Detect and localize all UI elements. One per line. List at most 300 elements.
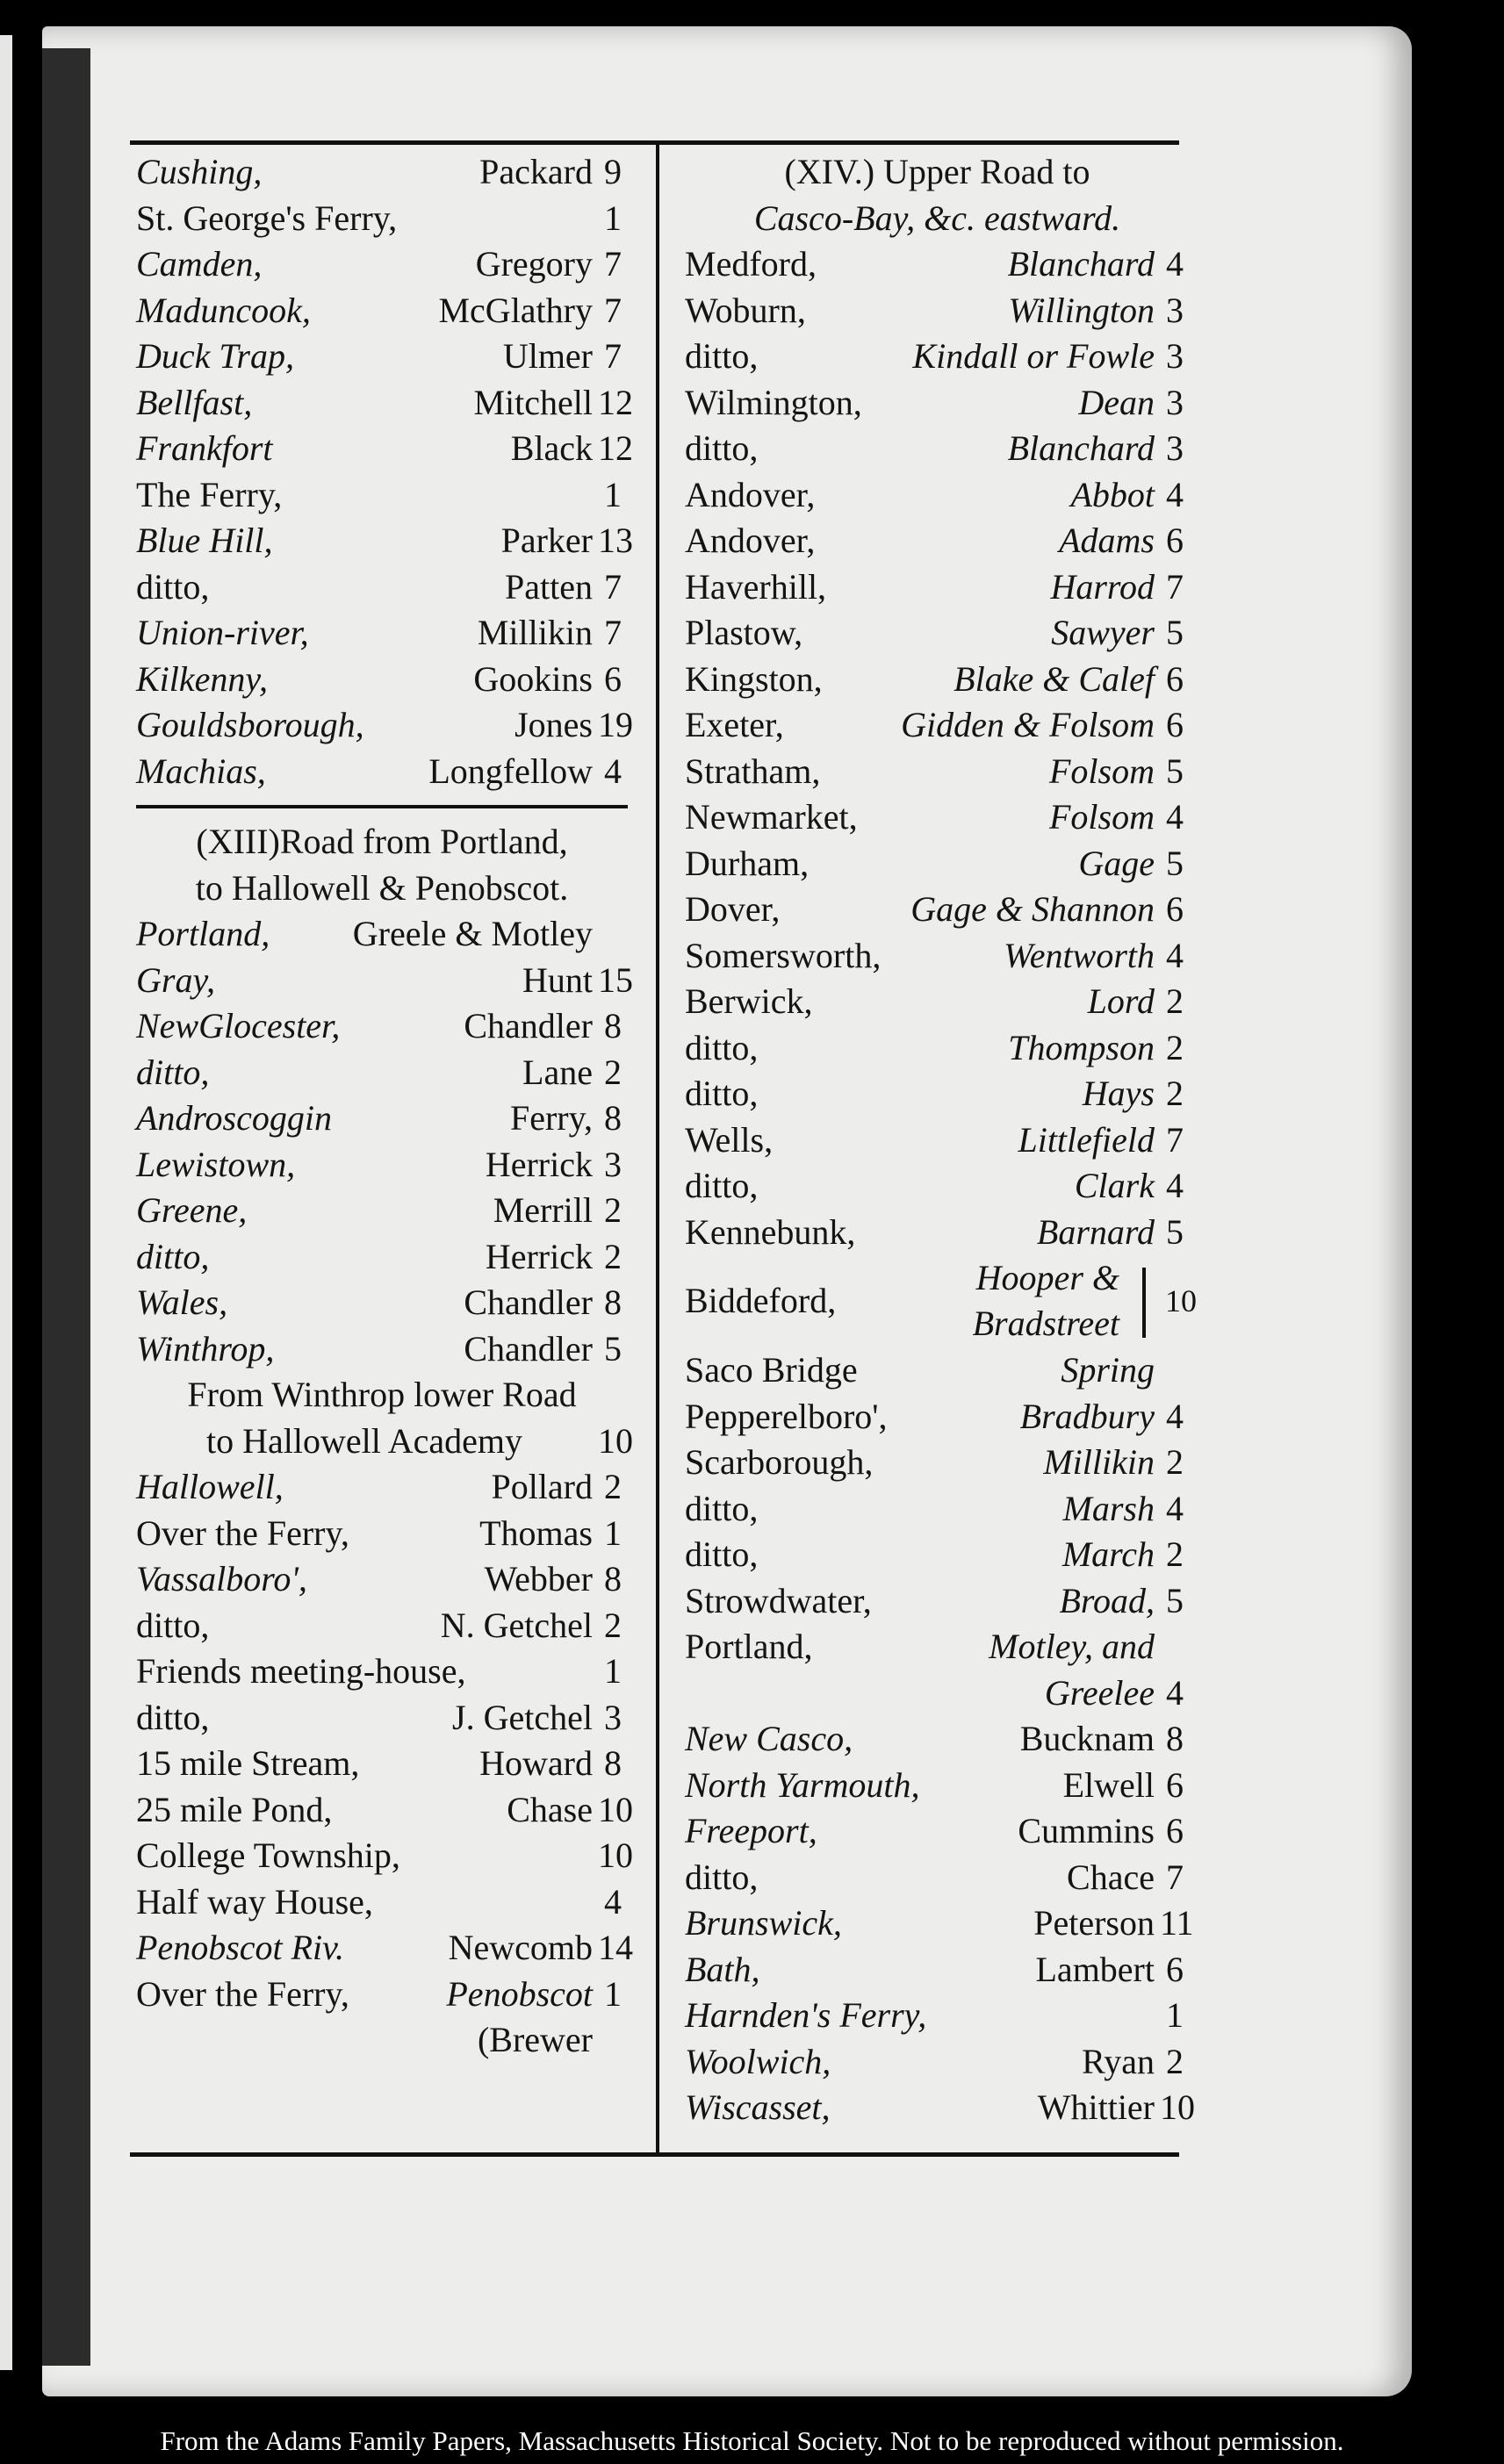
- innkeeper-name: Parker: [500, 521, 593, 560]
- route-entry: [136, 380, 633, 427]
- miles-value: 2: [1166, 1027, 1184, 1067]
- route-entry: [685, 749, 1190, 795]
- route-entry: [136, 1649, 628, 1695]
- route-entry: [685, 702, 1190, 749]
- place-name: Berwick,: [685, 981, 813, 1021]
- place-name: Frankfort: [136, 428, 273, 468]
- miles-value: 7: [604, 566, 622, 607]
- route-entry: [685, 1071, 1190, 1117]
- innkeeper-name: Millikin: [1043, 1442, 1155, 1482]
- place-name: College Township,: [136, 1835, 400, 1875]
- place-name: Harnden's Ferry,: [685, 1995, 927, 2035]
- column-divider: [656, 142, 659, 2154]
- place-name: ditto,: [685, 336, 759, 376]
- miles-value: 5: [1166, 843, 1184, 883]
- route-entry: [136, 1464, 628, 1511]
- miles-value: 4: [1166, 797, 1184, 837]
- miles-value: 10: [1165, 1283, 1197, 1318]
- place-name: Hallowell,: [136, 1467, 284, 1506]
- miles-value: 4: [1166, 474, 1184, 514]
- miles-value: 6: [604, 658, 622, 699]
- route-entry: [685, 1486, 1190, 1533]
- place-name: ditto,: [685, 1166, 759, 1205]
- route-entry: [685, 1440, 1190, 1486]
- route-entry: [685, 472, 1190, 519]
- miles-value: 8: [604, 1006, 622, 1045]
- route-entry: [136, 911, 628, 958]
- section-divider: [136, 794, 628, 819]
- place-name: Dover,: [685, 889, 781, 929]
- place-name: Half way House,: [136, 1881, 373, 1922]
- innkeeper-name: Longfellow: [428, 751, 593, 791]
- miles-value: 3: [1166, 336, 1184, 376]
- innkeeper-name: Chace: [1067, 1857, 1155, 1897]
- innkeeper-name: Dean: [1078, 382, 1155, 422]
- place-name: Biddeford,: [685, 1281, 837, 1320]
- innkeeper-name: Adams: [1059, 521, 1155, 560]
- route-entry: [136, 1096, 628, 1142]
- section-subtitle: [685, 196, 1190, 242]
- place-name: ditto,: [136, 1052, 210, 1092]
- innkeeper-name: Bucknam: [1019, 1719, 1155, 1758]
- innkeeper-name: Bradstreet: [972, 1304, 1119, 1343]
- innkeeper-name: Herrick: [485, 1236, 593, 1276]
- route-entry: [136, 1234, 628, 1281]
- place-name: Winthrop,: [136, 1328, 275, 1368]
- place-name: Newmarket,: [685, 797, 858, 837]
- miles-value: 10: [598, 1420, 633, 1461]
- innkeeper-name: Folsom: [1049, 797, 1155, 837]
- miles-value: 1: [604, 474, 622, 514]
- route-entry: [685, 2039, 1190, 2086]
- innkeeper-name: Barnard: [1036, 1211, 1155, 1252]
- miles-value: 2: [1166, 981, 1184, 1021]
- top-rule: [130, 140, 1179, 145]
- innkeeper-name: Millikin: [477, 613, 593, 652]
- place-name: ditto,: [685, 1857, 759, 1897]
- innkeeper-name: Folsom: [1049, 751, 1155, 791]
- miles-value: 6: [1166, 658, 1184, 699]
- miles-value: 12: [598, 428, 633, 468]
- route-entry: [685, 1347, 1190, 1394]
- route-entry: [685, 241, 1190, 288]
- route-entry: [685, 1716, 1190, 1763]
- route-entry: [685, 1532, 1190, 1578]
- innkeeper-name: Chase: [507, 1789, 593, 1829]
- innkeeper-name: Wentworth: [1004, 935, 1155, 975]
- route-entry: [685, 1855, 1190, 1901]
- route-entry: [136, 1603, 628, 1649]
- place-name: Gouldsborough,: [136, 705, 364, 744]
- miles-value: 8: [1166, 1719, 1184, 1758]
- place-name: ditto,: [685, 1488, 759, 1528]
- place-name: Haverhill,: [685, 566, 827, 607]
- miles-value: 19: [598, 705, 633, 744]
- innkeeper-name: Pollard: [491, 1467, 593, 1506]
- miles-value: 3: [1166, 428, 1184, 468]
- left-column: [136, 149, 633, 2064]
- route-entry: [136, 1787, 633, 1834]
- route-entry: [685, 1163, 1190, 1210]
- miles-value: 6: [1166, 1811, 1184, 1850]
- place-name: Strowdwater,: [685, 1580, 872, 1620]
- section-title: [685, 149, 1190, 196]
- miles-value: 7: [1166, 1119, 1184, 1160]
- section-rule: [136, 805, 628, 808]
- innkeeper-name: Ferry,: [509, 1098, 593, 1138]
- route-entry: [685, 1993, 1190, 2039]
- brace-mark: [1142, 1268, 1146, 1338]
- place-name: Portland,: [685, 1627, 813, 1666]
- place-name: Kilkenny,: [136, 658, 268, 699]
- section-title-text: (XIV.) Upper Road to: [784, 152, 1090, 191]
- innkeeper-name: Merrill: [493, 1190, 593, 1230]
- section-subtitle: [136, 866, 628, 912]
- place-name: Bath,: [685, 1949, 760, 1989]
- section-subtitle-text: to Hallowell & Penobscot.: [195, 867, 569, 908]
- miles-value: 14: [598, 1928, 633, 1967]
- innkeeper-name: Ulmer: [502, 336, 593, 376]
- route-entry: [685, 2085, 1195, 2131]
- miles-value: 2: [1166, 2041, 1184, 2081]
- route-entry: [136, 334, 628, 380]
- miles-value: 3: [1166, 382, 1184, 422]
- place-name: ditto,: [685, 428, 759, 468]
- book-spine-shadow: [42, 48, 90, 2366]
- route-entry: [136, 1326, 628, 1373]
- section-title-text: (XIII)Road from Portland,: [196, 822, 568, 861]
- innkeeper-name: N. Getchel: [440, 1605, 593, 1645]
- place-name: Durham,: [685, 843, 810, 883]
- place-name: New Casco,: [685, 1719, 853, 1758]
- innkeeper-name: Chandler: [464, 1282, 593, 1322]
- adjacent-page-edge: [0, 35, 12, 2370]
- innkeeper-name: Howard: [479, 1743, 593, 1783]
- miles-value: 8: [604, 1743, 622, 1783]
- route-entry: [685, 1578, 1190, 1625]
- route-entry: [136, 1972, 628, 2018]
- route-entry: [136, 1695, 628, 1742]
- route-entry-braced: [685, 1255, 1197, 1347]
- place-name: Machias,: [136, 751, 266, 791]
- miles-value: 6: [1166, 705, 1184, 744]
- place-name: Brunswick,: [685, 1903, 842, 1943]
- place-name: ditto,: [136, 566, 210, 607]
- innkeeper-name: Littlefield: [1018, 1119, 1155, 1160]
- route-entry: [685, 334, 1190, 380]
- place-name: Wiscasset,: [685, 2087, 831, 2127]
- innkeeper-name: Thompson: [1008, 1027, 1155, 1067]
- place-name: Pepperelboro',: [685, 1396, 888, 1436]
- innkeeper-name: Bradbury: [1019, 1396, 1155, 1436]
- miles-value: 1: [604, 1512, 622, 1553]
- route-entry: [136, 1879, 628, 1926]
- miles-value: 4: [1166, 1396, 1184, 1436]
- innkeeper-name: Peterson: [1033, 1903, 1155, 1943]
- innkeeper-name: Lane: [522, 1052, 593, 1092]
- miles-value: 4: [1166, 1488, 1184, 1528]
- route-entry: [136, 958, 633, 1004]
- miles-value: 8: [604, 1559, 622, 1598]
- place-name: Vassalboro',: [136, 1559, 307, 1598]
- innkeeper-name: Greele & Motley: [352, 914, 593, 953]
- miles-value: 2: [604, 1190, 622, 1230]
- miles-value: 10: [598, 1835, 633, 1875]
- miles-value: 1: [604, 1973, 622, 2014]
- route-entry: [685, 564, 1190, 611]
- route-entry: [685, 380, 1190, 427]
- innkeeper-name: Lambert: [1035, 1949, 1155, 1989]
- place-name: Wilmington,: [685, 382, 862, 422]
- place-name: Stratham,: [685, 751, 821, 791]
- route-entry: [136, 1142, 628, 1189]
- route-entry: [136, 1280, 628, 1326]
- miles-value: 5: [1166, 1211, 1184, 1252]
- route-entry: [685, 426, 1190, 472]
- route-entry: [685, 933, 1190, 980]
- miles-value: 2: [1166, 1534, 1184, 1574]
- miles-value: 7: [604, 336, 622, 376]
- place-name: Blue Hill,: [136, 521, 273, 560]
- innkeeper-name: Hunt: [522, 959, 593, 1000]
- route-entry: [685, 610, 1190, 657]
- innkeeper-name: Abbot: [1070, 474, 1155, 514]
- innkeeper-name: Gookins: [473, 658, 593, 699]
- place-name: ditto,: [685, 1074, 759, 1113]
- place-name: Androscoggin: [136, 1098, 332, 1138]
- place-name: Andover,: [685, 474, 816, 514]
- route-entry: [136, 1833, 633, 1879]
- route-entry: [685, 657, 1190, 703]
- place-name: Friends meeting-house,: [136, 1651, 466, 1691]
- innkeeper-name: Spring: [1061, 1350, 1155, 1390]
- miles-value: 6: [1166, 521, 1184, 560]
- miles-value: 8: [604, 1282, 622, 1322]
- place-name: Exeter,: [685, 705, 784, 744]
- innkeeper-name: Penobscot: [446, 1973, 593, 2014]
- route-entry: [136, 702, 633, 749]
- innkeeper-name: Mitchell: [473, 382, 593, 422]
- miles-value: 4: [1166, 1672, 1184, 1713]
- route-entry: [136, 1003, 628, 1050]
- place-name: ditto,: [685, 1027, 759, 1067]
- innkeeper-name: Ryan: [1082, 2041, 1155, 2081]
- place-name: Woolwich,: [685, 2041, 831, 2081]
- innkeeper-name: Whittier: [1037, 2087, 1155, 2127]
- route-entry: [685, 518, 1190, 564]
- place-name: 25 mile Pond,: [136, 1789, 333, 1829]
- route-entry: [136, 472, 628, 519]
- place-name: Over the Ferry,: [136, 1512, 349, 1553]
- miles-value: 10: [598, 1789, 633, 1829]
- place-name: Scarborough,: [685, 1442, 874, 1482]
- innkeeper-name: Cummins: [1018, 1811, 1155, 1850]
- right-column: [685, 149, 1197, 2131]
- miles-value: 4: [1166, 244, 1184, 284]
- place-name: Freeport,: [685, 1811, 817, 1850]
- miles-value: 4: [604, 751, 622, 791]
- route-entry: [136, 2017, 628, 2064]
- innkeeper-name: Blanchard: [1007, 428, 1155, 468]
- route-entry: [136, 564, 628, 611]
- route-entry: [685, 1394, 1190, 1440]
- route-entry: [136, 749, 628, 795]
- route-entry: [136, 1741, 628, 1787]
- innkeeper-name: J. Getchel: [452, 1697, 593, 1737]
- place-name: Gray,: [136, 959, 215, 1000]
- miles-value: 5: [1166, 1580, 1184, 1620]
- miles-value: 11: [1160, 1903, 1194, 1943]
- innkeeper-name: Blake & Calef: [953, 658, 1155, 699]
- innkeeper-name: Newcomb: [448, 1928, 593, 1967]
- innkeeper-name: Lord: [1087, 981, 1155, 1021]
- route-entry: [136, 610, 628, 657]
- miles-value: 7: [604, 244, 622, 284]
- miles-value: 2: [604, 1605, 622, 1645]
- miles-value: 7: [604, 290, 622, 330]
- route-entry: [136, 1925, 633, 1972]
- copyright-footer: From the Adams Family Papers, Massachusetts Historical Society. Not to be reproduced without permission.: [160, 2425, 1344, 2456]
- route-entry: [136, 518, 633, 564]
- innkeeper-name: Blanchard: [1007, 244, 1155, 284]
- miles-value: 9: [604, 152, 622, 191]
- place-name: Saco Bridge: [685, 1350, 858, 1390]
- innkeeper-name: Willington: [1008, 290, 1155, 330]
- innkeeper-name: Elwell: [1062, 1764, 1155, 1805]
- miles-value: 2: [1166, 1074, 1184, 1113]
- place-name: Medford,: [685, 244, 817, 284]
- place-name: ditto,: [136, 1605, 210, 1645]
- route-note: [136, 1372, 628, 1419]
- innkeeper-name: Chandler: [464, 1328, 593, 1368]
- section-subtitle-text: Casco-Bay, &c. eastward.: [753, 198, 1121, 238]
- route-entry: [685, 887, 1190, 933]
- section-title: [136, 819, 628, 866]
- route-entry: [685, 1808, 1190, 1855]
- miles-value: 1: [604, 1651, 622, 1691]
- place-name: St. George's Ferry,: [136, 198, 398, 238]
- route-entry: [685, 1117, 1190, 1164]
- innkeeper-name: Hays: [1082, 1074, 1155, 1113]
- route-entry: [685, 1624, 1190, 1670]
- place-name: ditto,: [136, 1236, 210, 1276]
- route-entry: [136, 196, 628, 242]
- place-name: ditto,: [136, 1697, 210, 1737]
- place-name: 15 mile Stream,: [136, 1743, 360, 1783]
- innkeeper-name: Thomas: [479, 1512, 593, 1553]
- place-name: Bellfast,: [136, 382, 253, 422]
- route-entry: [136, 1188, 628, 1234]
- route-entry: [136, 1511, 628, 1557]
- miles-value: 4: [604, 1881, 622, 1922]
- route-entry: [685, 1947, 1190, 1993]
- place-name: Wells,: [685, 1119, 774, 1160]
- miles-value: 5: [1166, 613, 1184, 652]
- miles-value: 1: [604, 198, 622, 238]
- innkeeper-name: Kindall or Fowle: [912, 336, 1155, 376]
- miles-value: 2: [1166, 1442, 1184, 1482]
- innkeeper-name: (Brewer: [477, 2020, 593, 2059]
- innkeeper-name: Packard: [479, 152, 593, 191]
- place-name: Duck Trap,: [136, 336, 294, 376]
- place-name: Over the Ferry,: [136, 1973, 349, 2014]
- innkeeper-name: Greelee: [1044, 1672, 1155, 1713]
- miles-value: 12: [598, 382, 633, 422]
- miles-value: 7: [1166, 1857, 1184, 1897]
- place-name: Lewistown,: [136, 1144, 296, 1184]
- miles-value: 15: [598, 959, 633, 1000]
- innkeeper-name: Harrod: [1050, 566, 1155, 607]
- miles-value: 5: [604, 1328, 622, 1368]
- place-name: NewGlocester,: [136, 1006, 341, 1045]
- miles-value: 5: [1166, 751, 1184, 791]
- innkeeper-name: Gidden & Folsom: [901, 705, 1155, 744]
- route-entry: [136, 241, 628, 288]
- miles-value: 6: [1166, 889, 1184, 929]
- miles-value: 2: [604, 1467, 622, 1506]
- miles-value: 1: [1166, 1995, 1184, 2035]
- innkeeper-name: McGlathry: [438, 290, 593, 330]
- place-name: Woburn,: [685, 290, 806, 330]
- miles-value: 8: [604, 1098, 622, 1138]
- place-name: The Ferry,: [136, 474, 283, 514]
- place-name: Kingston,: [685, 658, 823, 699]
- innkeeper-name: March: [1061, 1534, 1155, 1574]
- innkeeper-name: Jones: [515, 705, 593, 744]
- place-name: Penobscot Riv.: [136, 1928, 344, 1967]
- place-name: North Yarmouth,: [685, 1764, 920, 1805]
- miles-value: 6: [1166, 1949, 1184, 1989]
- innkeeper-name: Webber: [484, 1559, 593, 1598]
- place-name: Somersworth,: [685, 935, 882, 975]
- place-name: Kennebunk,: [685, 1211, 856, 1252]
- innkeeper-name: Gregory: [475, 244, 593, 284]
- place-name: Camden,: [136, 244, 263, 284]
- route-entry: [685, 1763, 1190, 1809]
- place-name: Andover,: [685, 521, 816, 560]
- innkeeper-name: Chandler: [464, 1006, 593, 1045]
- innkeeper-name: Gage & Shannon: [910, 889, 1155, 929]
- route-entry: [136, 1556, 628, 1603]
- miles-value: 2: [604, 1236, 622, 1276]
- place-name: ditto,: [685, 1534, 759, 1574]
- place-name: Greene,: [136, 1190, 248, 1230]
- route-entry: [136, 1050, 628, 1096]
- miles-value: 6: [1166, 1764, 1184, 1805]
- route-entry: [136, 149, 628, 196]
- route-entry: [136, 657, 628, 703]
- innkeeper-name: Patten: [505, 566, 593, 607]
- route-entry: [685, 1210, 1190, 1256]
- miles-value: 7: [604, 613, 622, 652]
- innkeeper-name: Sawyer: [1051, 613, 1155, 652]
- innkeeper-name: Clark: [1074, 1166, 1155, 1205]
- place-name: Maduncook,: [136, 290, 311, 330]
- miles-value: 2: [604, 1052, 622, 1092]
- miles-value: 3: [604, 1697, 622, 1737]
- bottom-rule: [130, 2152, 1179, 2157]
- miles-value: 13: [598, 521, 633, 560]
- route-entry: [685, 1025, 1190, 1072]
- route-entry: [685, 979, 1190, 1025]
- place-name: Union-river,: [136, 613, 309, 652]
- miles-value: 3: [1166, 290, 1184, 330]
- miles-value: 4: [1166, 935, 1184, 975]
- miles-value: 10: [1160, 2087, 1195, 2127]
- innkeeper-name: Herrick: [485, 1144, 593, 1184]
- route-note-text: to Hallowell Academy: [206, 1420, 522, 1461]
- innkeeper-name: Black: [510, 428, 593, 468]
